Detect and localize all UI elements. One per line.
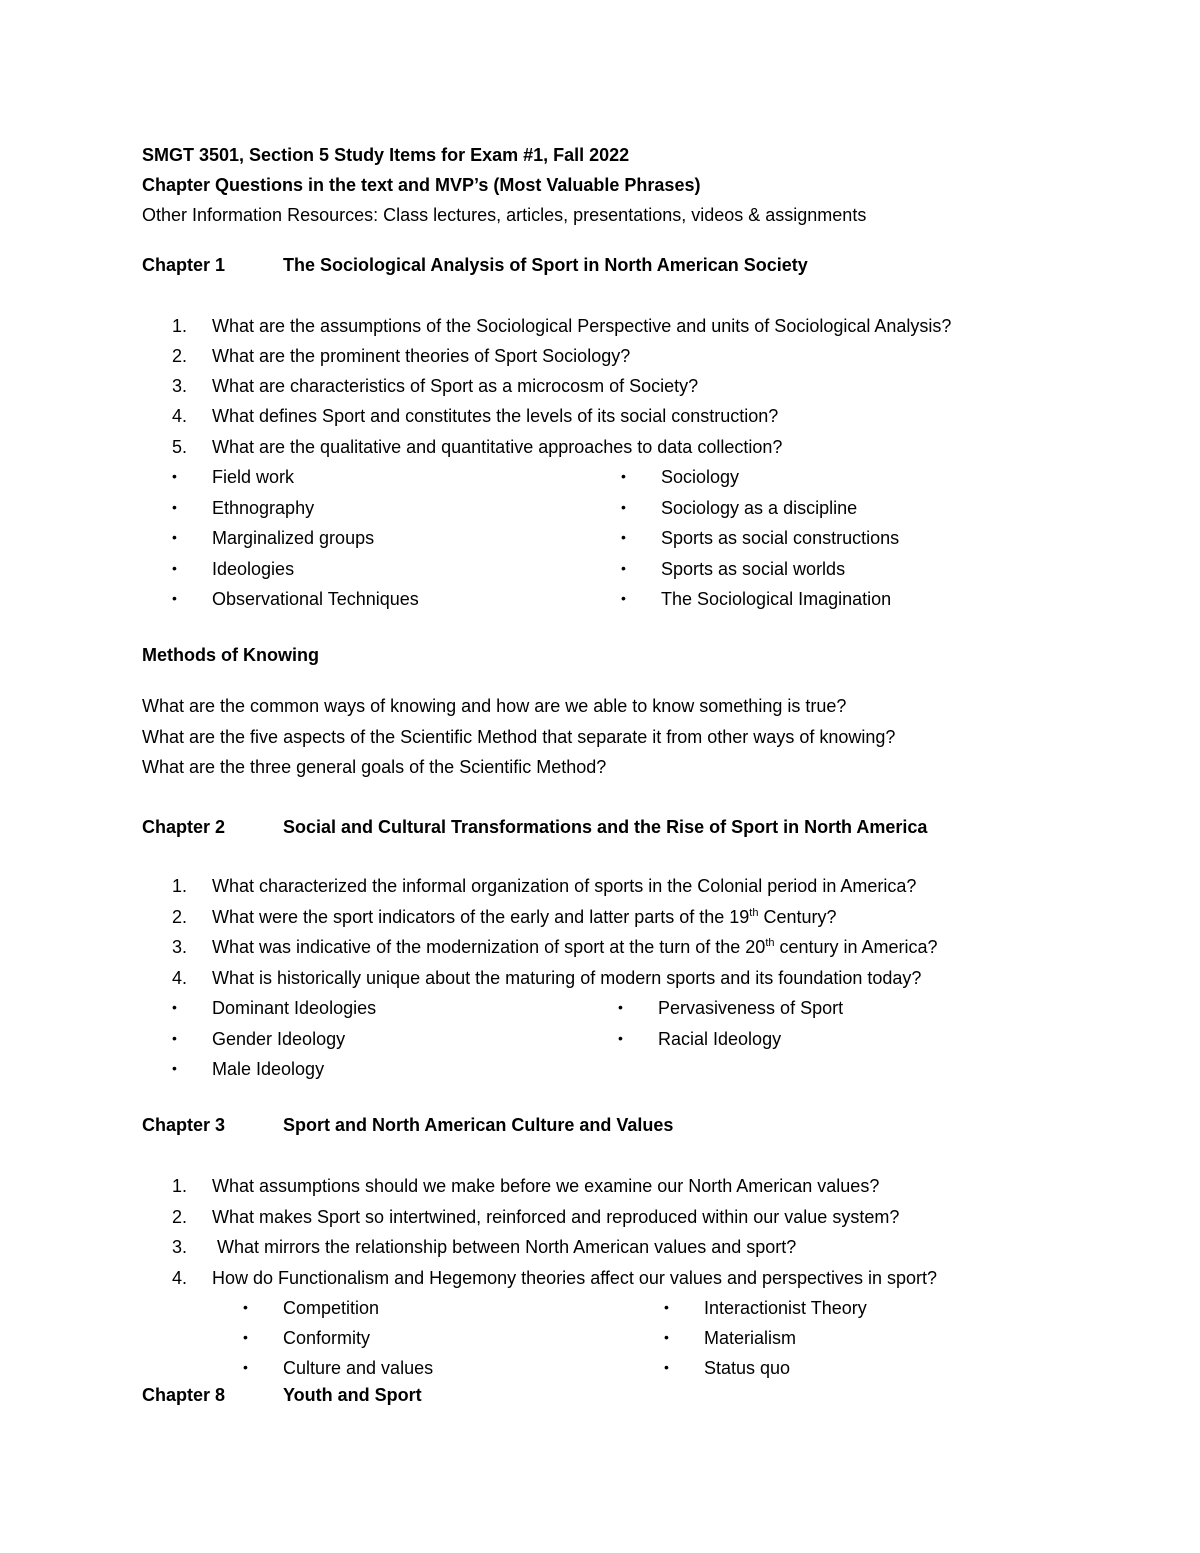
document-subtitle: Chapter Questions in the text and MVP’s (Most Valuable Phrases) [142, 175, 701, 195]
chapter-number: Chapter 2 [142, 817, 226, 837]
bullet-item: • Status quo [664, 1358, 791, 1378]
bullet-item: • Pervasiveness of Sport [618, 998, 844, 1018]
bullet-item: • Gender Ideology [172, 1029, 346, 1049]
chapter-number: Chapter 1 [142, 255, 226, 275]
paragraph-line: What are the five aspects of the Scientific Method that separate it from other ways of knowing? [142, 727, 896, 747]
bullet-item: • Dominant Ideologies [172, 998, 377, 1018]
chapter-title: The Sociological Analysis of Sport in North American Society [283, 255, 808, 275]
list-item: 1. What characterized the informal organization of sports in the Colonial period in America? [172, 876, 917, 896]
list-item: 3. What was indicative of the modernization of sport at the turn of the 20th century in America? [172, 937, 938, 957]
bullet-icon: • [172, 560, 177, 576]
section-heading-methods: Methods of Knowing [142, 645, 319, 665]
bullet-item: • Sports as social constructions [621, 528, 900, 548]
bullet-item: • Sociology [621, 467, 740, 487]
bullet-icon: • [664, 1329, 669, 1345]
chapter-8-heading [142, 1385, 422, 1406]
bullet-icon: • [172, 590, 177, 606]
bullet-icon: • [664, 1299, 669, 1315]
bullet-item: • Field work [172, 467, 295, 487]
chapter-2-heading [142, 817, 927, 838]
chapter-title: Social and Cultural Transformations and the Rise of Sport in North America [283, 817, 928, 837]
bullet-item: • Marginalized groups [172, 528, 375, 548]
bullet-item: • Male Ideology [172, 1059, 325, 1079]
bullet-item: • Sociology as a discipline [621, 498, 858, 518]
paragraph-line: What are the common ways of knowing and how are we able to know something is true? [142, 696, 847, 716]
bullet-icon: • [172, 499, 177, 515]
bullet-item: • Materialism [664, 1328, 797, 1348]
bullet-icon: • [621, 499, 626, 515]
bullet-item: • The Sociological Imagination [621, 589, 892, 609]
list-item: 1. What are the assumptions of the Sociological Perspective and units of Sociological Analysis? [172, 316, 952, 336]
chapter-title: Youth and Sport [283, 1385, 422, 1405]
bullet-item: • Conformity [243, 1328, 371, 1348]
bullet-icon: • [243, 1299, 248, 1315]
bullet-icon: • [618, 999, 623, 1015]
list-item: 4. How do Functionalism and Hegemony theories affect our values and perspectives in sport? [172, 1268, 938, 1288]
document-title: SMGT 3501, Section 5 Study Items for Exam #1, Fall 2022 [142, 145, 630, 165]
bullet-icon: • [621, 529, 626, 545]
bullet-icon: • [172, 468, 177, 484]
list-item: 2. What are the prominent theories of Sport Sociology? [172, 346, 631, 366]
bullet-icon: • [172, 529, 177, 545]
list-item: 5. What are the qualitative and quantitative approaches to data collection? [172, 437, 783, 457]
bullet-icon: • [621, 560, 626, 576]
list-item: 3. What are characteristics of Sport as a microcosm of Society? [172, 376, 699, 396]
paragraph-line: What are the three general goals of the Scientific Method? [142, 757, 607, 777]
list-item: 4. What defines Sport and constitutes the levels of its social construction? [172, 406, 779, 426]
bullet-item: • Ethnography [172, 498, 315, 518]
bullet-icon: • [172, 999, 177, 1015]
list-item: 4. What is historically unique about the maturing of modern sports and its foundation today? [172, 968, 922, 988]
bullet-icon: • [621, 468, 626, 484]
chapter-number: Chapter 3 [142, 1115, 226, 1135]
bullet-icon: • [172, 1030, 177, 1046]
bullet-icon: • [621, 590, 626, 606]
chapter-title: Sport and North American Culture and Values [283, 1115, 674, 1135]
bullet-item: • Interactionist Theory [664, 1298, 867, 1318]
bullet-icon: • [618, 1030, 623, 1046]
bullet-icon: • [172, 1060, 177, 1076]
chapter-1-heading [142, 255, 808, 276]
list-item: 2. What were the sport indicators of the early and latter parts of the 19th Century? [172, 907, 837, 927]
resources-line: Other Information Resources: Class lectures, articles, presentations, videos & assignments [142, 205, 867, 225]
chapter-number: Chapter 8 [142, 1385, 226, 1405]
bullet-item: • Sports as social worlds [621, 559, 846, 579]
bullet-icon: • [243, 1359, 248, 1375]
list-item: 1. What assumptions should we make before we examine our North American values? [172, 1176, 880, 1196]
bullet-item: • Culture and values [243, 1358, 434, 1378]
bullet-item: • Observational Techniques [172, 589, 419, 609]
list-item: 2. What makes Sport so intertwined, reinforced and reproduced within our value system? [172, 1207, 900, 1227]
bullet-item: • Competition [243, 1298, 380, 1318]
bullet-icon: • [664, 1359, 669, 1375]
list-item: 3. What mirrors the relationship between North American values and sport? [172, 1237, 797, 1257]
chapter-3-heading [142, 1115, 673, 1136]
bullet-item: • Ideologies [172, 559, 295, 579]
bullet-item: • Racial Ideology [618, 1029, 782, 1049]
bullet-icon: • [243, 1329, 248, 1345]
